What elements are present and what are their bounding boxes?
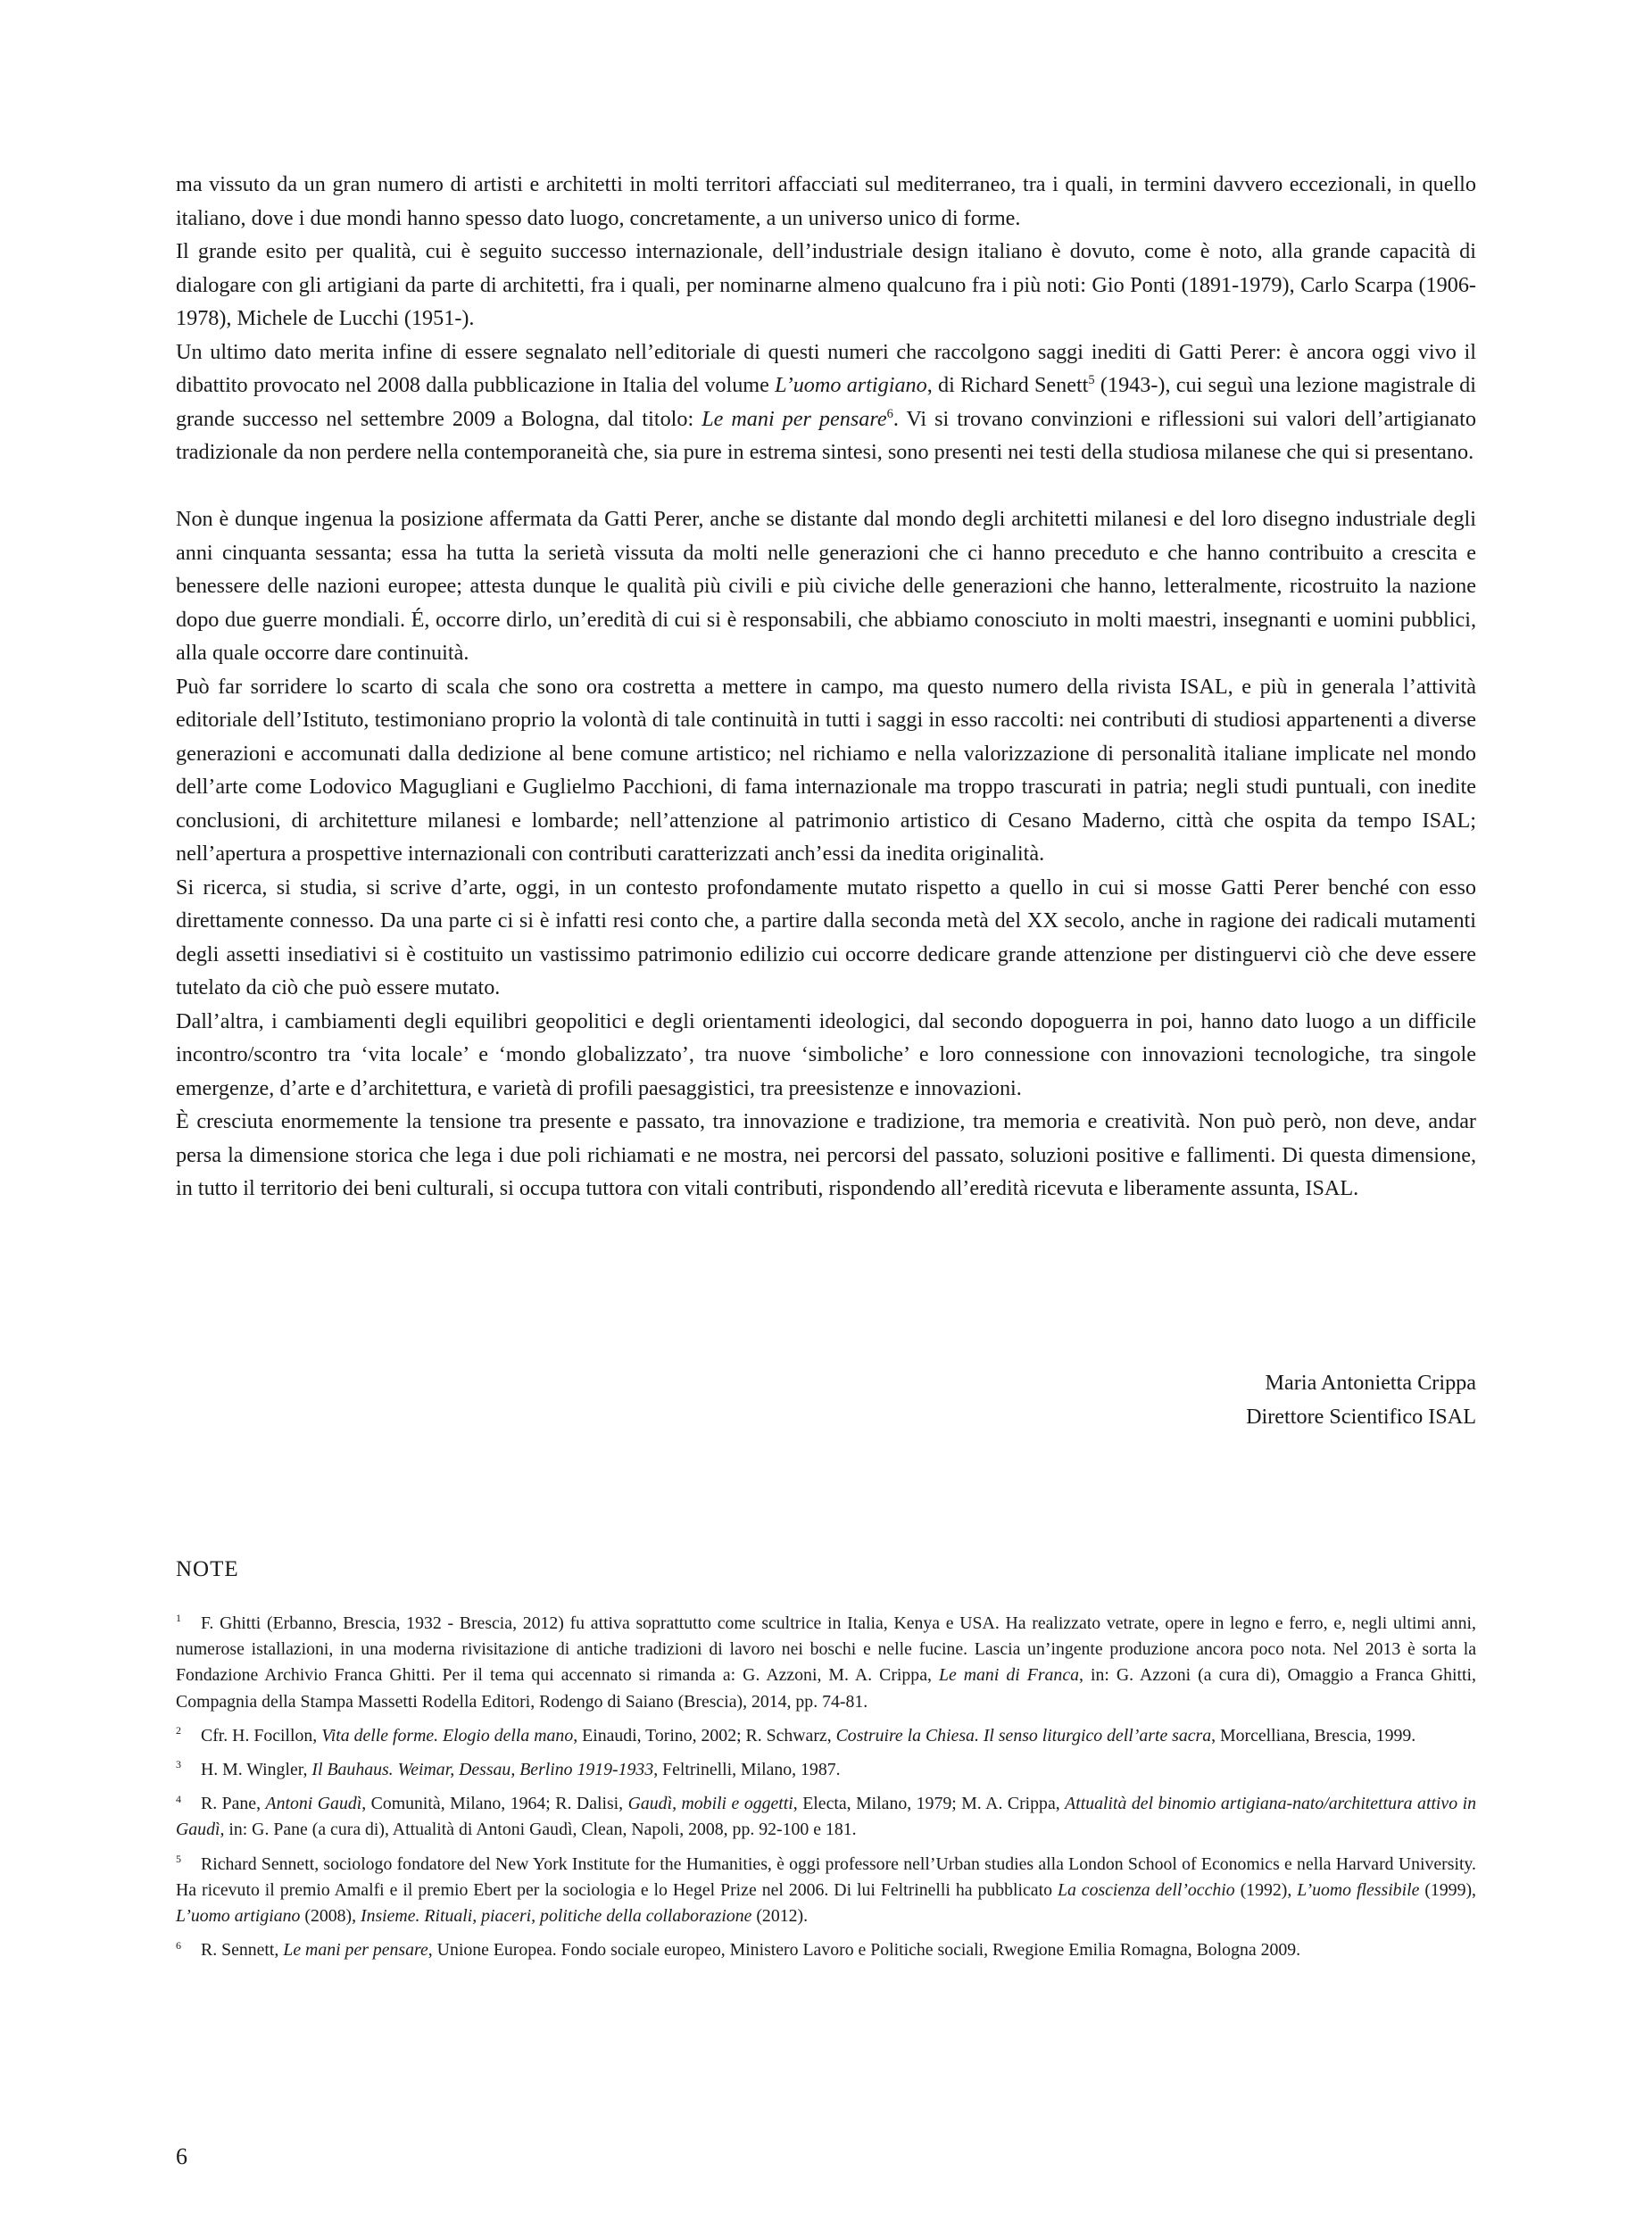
note-text: (1992), — [1234, 1879, 1298, 1900]
paragraph-1: ma vissuto da un gran numero di artisti e architetti in molti territori affacciati sul mediterraneo, tra i quali, in termini davvero eccezionali, in quello italiano, dove i due mondi hanno spesso dato luogo, concretamente, a un universo unico di forme. — [176, 172, 1476, 230]
note-italic: Insieme. Rituali, piaceri, politiche della collaborazione — [360, 1906, 752, 1927]
note-text: , Morcelliana, Brescia, 1999. — [1211, 1725, 1416, 1745]
note-italic: L’uomo artigiano — [176, 1906, 301, 1927]
paragraph-5: Può far sorridere lo scarto di scala che sono ora costretta a mettere in campo, ma questo numero della rivista ISAL, e più in generala l’attività editoriale dell’Istituto, testimoniano proprio la volontà di tale continuità in tutti i saggi in esso raccolti: nei contributi di studiosi appartenenti a diverse generazioni e accomunati dalla dedizione al bene comune artistico; nel richiamo e nella valorizzazione di personalità italiane implicate nel mondo dell’arte come Lodovico Magugliani e Guglielmo Pacchioni, di fama internazionale ma troppo trascurati in patria; negli studi puntuali, con inedite conclusioni, di architetture milanesi e lombarde; nell’attenzione al patrimonio artistico di Cesano Maderno, città che ospita da tempo ISAL; nell’apertura a prospettive internazionali con contributi caratterizzati anch’essi da inedita originalità. — [176, 674, 1476, 866]
note-italic: L’uomo flessibile — [1297, 1879, 1420, 1900]
footnote-ref-5: 5 — [1088, 372, 1095, 387]
note-text: , Feltrinelli, Milano, 1987. — [653, 1760, 841, 1780]
notes-list — [176, 1611, 1476, 1971]
note-6: 6 R. Sennett, Le mani per pensare, Unione Europea. Fondo sociale europeo, Ministero Lavoro e Politiche sociali, Rwegione Emilia Romagna, Bologna 2009. — [176, 1938, 1301, 1961]
note-italic: Le mani per pensare — [283, 1940, 428, 1961]
note-italic: Gaudì, mobili e oggetti — [627, 1794, 793, 1814]
page-number: 6 — [176, 2144, 187, 2169]
note-text: , Einaudi, Torino, 2002; R. Schwarz, — [573, 1725, 836, 1745]
note-4: 4 R. Pane, Antoni Gaudì, Comunità, Milano, 1964; R. Dalisi, Gaudì, mobili e oggetti, Electa, Milano, 1979; M. A. Crippa, Attualità del binomio artigiana-nato/architettura attivo in Gaudì, in: G. Pane (a cura di), Attualità di Antoni Gaudì, Clean, Napoli, 2008, pp. 92-100 e 181. — [176, 1792, 1476, 1840]
note-5: 5 Richard Sennett, sociologo fondatore del New York Institute for the Humanities, è oggi professore nell’Urban studies alla London School of Economics e nella Harvard University. Ha ricevuto il premio Amalfi e il premio Ebert per la sociologia e lo Hegel Prize nel 2006. Di lui Feltrinelli ha pubblicato La coscienza dell’occhio (1992), L’uomo flessibile (1999), L’uomo artigiano (2008), Insieme. Rituali, piaceri, politiche della collaborazione (2012). — [176, 1853, 1477, 1927]
note-text: R. Sennett, — [201, 1940, 284, 1961]
note-italic: Vita delle forme. Elogio della mano — [321, 1725, 574, 1745]
book-title: L’uomo artigiano — [775, 373, 927, 397]
signature — [1071, 1366, 1476, 1433]
note-text: , in: G. Azzoni (a cura di), Omaggio a Franca Ghitti, Compagnia della Stampa Massetti Rodella Editori, Rodengo di Saiano (Brescia), 2014, pp. 74-81. — [176, 1665, 1476, 1712]
notes-heading: NOTE — [176, 1557, 239, 1581]
paragraph-8: È cresciuta enormemente la tensione tra presente e passato, tra innovazione e tradizione, tra memoria e creatività. Non può però, non deve, andar persa la dimensione storica che lega i due poli richiamati e ne mostra, nei percorsi del passato, soluzioni positive e fallimenti. Di questa dimensione, in tutto il territorio dei beni culturali, si occupa tuttora con vitali contributi, rispondendo all’eredità ricevuta e liberamente assunta, ISAL. — [176, 1109, 1476, 1200]
note-italic: Attualità del binomio artigiana-nato/architettura attivo in Gaudì — [176, 1794, 1476, 1840]
paragraph-6: Si ricerca, si studia, si scrive d’arte, oggi, in un contesto profondamente mutato rispetto a quello in cui si mosse Gatti Perer benché con esso direttamente connesso. Da una parte ci si è infatti resi conto che, a partire dalla seconda metà del XX secolo, anche in ragione dei radicali mutamenti degli assetti insediativi si è costituito un vastissimo patrimonio edilizio cui occorre dedicare grande attenzione per distinguervi ciò che deve essere tutelato da ciò che può essere mutato. — [176, 875, 1476, 999]
paragraph-2: Il grande esito per qualità, cui è seguito successo internazionale, dell’industriale design italiano è dovuto, come è noto, alla grande capacità di dialogare con gli artigiani da parte di architetti, fra i quali, per nominarne almeno qualcuno fra i più noti: Gio Ponti (1891-1979), Carlo Scarpa (1906-1978), Michele de Lucchi (1951-). — [176, 239, 1476, 330]
note-text: Richard Sennett, sociologo fondatore del New York Institute for the Humanities, è oggi professore nell’Urban studies alla London School of Economics e nella Harvard University. Ha ricevuto il premio Amalfi e il premio Ebert per la sociologia e lo Hegel Prize nel 2006. Di lui Feltrinelli ha pubblicato — [176, 1853, 1476, 1900]
note-text: , in: G. Pane (a cura di), Attualità di Antoni Gaudì, Clean, Napoli, 2008, pp. 92-100 e 181. — [220, 1820, 857, 1840]
footnote-ref-6: 6 — [886, 406, 893, 421]
paragraph-3-text: Un ultimo dato merita infine di essere segnalato nell’editoriale di questi numeri che raccolgono saggi inediti di Gatti Perer: è ancora oggi vivo il dibattito provocato nel 2008 dalla pubblicazione in Italia del volume — [176, 339, 1476, 397]
author-role: Direttore Scientifico ISAL — [1246, 1404, 1476, 1429]
note-3: 3 H. M. Wingler, Il Bauhaus. Weimar, Dessau, Berlino 1919-1933, Feltrinelli, Milano, 1987. — [176, 1758, 841, 1780]
paragraph-4: Non è dunque ingenua la posizione affermata da Gatti Perer, anche se distante dal mondo degli architetti milanesi e del loro disegno industriale degli anni cinquanta sessanta; essa ha tutta la serietà vissuta da molti nelle generazioni che ci hanno preceduto e che hanno contribuito a crescita e benessere delle nazioni europee; attesta dunque le qualità più civili e più civiche delle generazioni che hanno, letteralmente, ricostruito la nazione dopo due guerre mondiali. É, occorre dirlo, un’eredità di cui si è responsabili, che abbiamo conosciuto in molti maestri, insegnanti e uomini pubblici, alla quale occorre dare continuità. — [176, 507, 1476, 665]
paragraph-7: Dall’altra, i cambiamenti degli equilibri geopolitici e degli orientamenti ideologici, dal secondo dopoguerra in poi, hanno dato luogo a un difficile incontro/scontro tra ‘vita locale’ e ‘mondo globalizzato’, tra nuove ‘simboliche’ e loro connessione con innovazioni tecnologiche, tra singole emergenze, d’arte e d’architettura, e varietà di profili paesaggistici, tra preesistenze e innovazioni. — [176, 1008, 1476, 1100]
note-italic: Antoni Gaudì — [265, 1794, 362, 1814]
note-2: 2 Cfr. H. Focillon, Vita delle forme. Elogio della mano, Einaudi, Torino, 2002; R. Schwarz, Costruire la Chiesa. Il senso liturgico dell’arte sacra, Morcelliana, Brescia, 1999. — [176, 1724, 1416, 1745]
note-italic: Il Bauhaus. Weimar, Dessau, Berlino 1919-1933 — [311, 1760, 654, 1780]
paragraph-3-text: (1943-), cui seguì una lezione magistrale di grande successo nel settembre 2009 a Bologna, dal titolo: — [176, 373, 1476, 431]
body-text — [176, 168, 1476, 1206]
note-text: R. Pane, — [201, 1794, 266, 1814]
paragraph-3 — [176, 336, 1476, 469]
paragraph-3-text: , di Richard Senett — [926, 373, 1089, 397]
note-italic: La coscienza dell’occhio — [1057, 1879, 1235, 1900]
note-text: , Electa, Milano, 1979; M. A. Crippa, — [793, 1794, 1066, 1814]
note-text: , Unione Europea. Fondo sociale europeo, Ministero Lavoro e Politiche sociali, Rwegione Emilia Romagna, Bologna 2009. — [428, 1940, 1301, 1961]
note-text: H. M. Wingler, — [201, 1760, 312, 1780]
note-italic: Costruire la Chiesa. Il senso liturgico dell’arte sacra — [835, 1725, 1212, 1745]
note-text: (2012). — [751, 1906, 809, 1927]
paragraph-3-text: . Vi si trovano convinzioni e riflessioni sui valori dell’artigianato tradizionale da non perdere nella contemporaneità che, sia pure in estrema sintesi, sono presenti nei testi della studiosa milanese che qui si presentano. — [176, 406, 1476, 464]
note-text: (1999), — [1419, 1879, 1477, 1900]
note-text: F. Ghitti (Erbanno, Brescia, 1932 - Brescia, 2012) fu attiva soprattutto come scultrice in Italia, Kenya e USA. Ha realizzato vetrate, opere in legno e ferro, e, negli ultimi anni, numerose istallazioni, in una moderna rivisitazione di antiche tradizioni di lavoro nei boschi e nelle fucine. Lascia un’ingente produzione ancora poco nota. Nel 2013 è sorta la Fondazione Archivio Franca Ghitti. Per il tema qui accennato si rimanda a: G. Azzoni, M. A. Crippa, — [176, 1613, 1476, 1686]
lecture-title: Le mani per pensare — [701, 406, 887, 431]
note-1: 1 F. Ghitti (Erbanno, Brescia, 1932 - Brescia, 2012) fu attiva soprattutto come scultrice in Italia, Kenya e USA. Ha realizzato vetrate, opere in legno e ferro, e, negli ultimi anni, numerose istallazioni, in una moderna rivisitazione di antiche tradizioni di lavoro nei boschi e nelle fucine. Lascia un’ingente produzione ancora poco nota. Nel 2013 è sorta la Fondazione Archivio Franca Ghitti. Per il tema qui accennato si rimanda a: G. Azzoni, M. A. Crippa, Le mani di Franca, in: G. Azzoni (a cura di), Omaggio a Franca Ghitti, Compagnia della Stampa Massetti Rodella Editori, Rodengo di Saiano (Brescia), 2014, pp. 74-81. — [176, 1612, 1476, 1712]
note-text: Cfr. H. Focillon, — [201, 1725, 322, 1745]
note-italic: Le mani di Franca — [938, 1665, 1079, 1686]
author-name: Maria Antonietta Crippa — [1265, 1371, 1476, 1395]
note-text: , Comunità, Milano, 1964; R. Dalisi, — [361, 1794, 628, 1814]
note-text: (2008), — [300, 1906, 361, 1927]
